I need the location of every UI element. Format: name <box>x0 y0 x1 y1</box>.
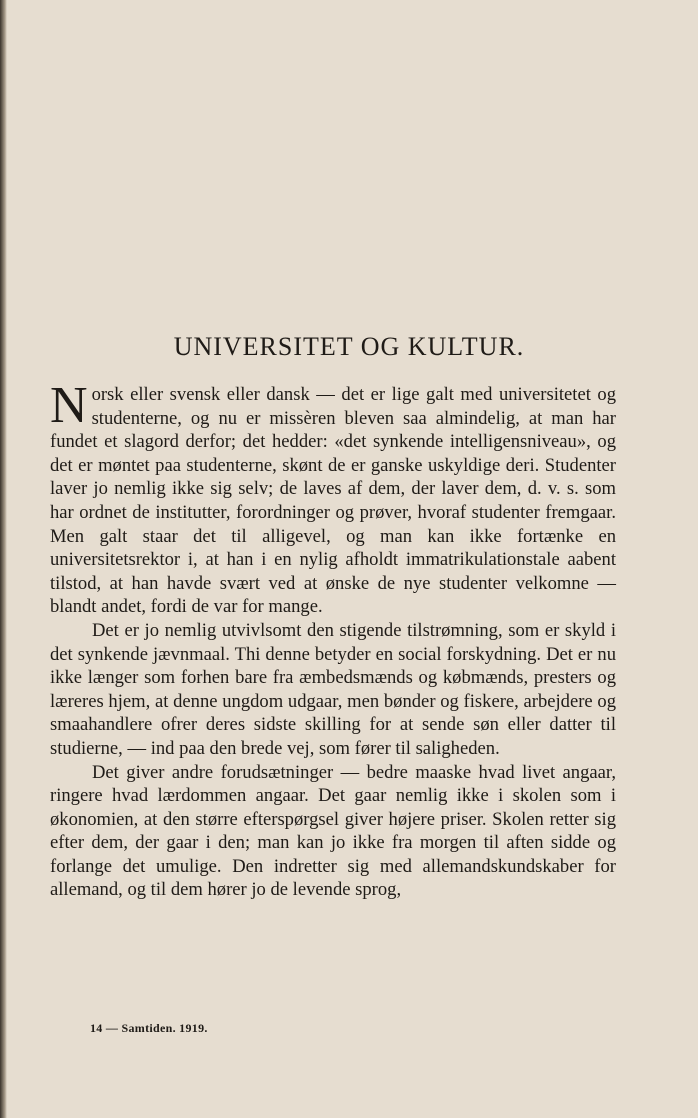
page-title: UNIVERSITET OG KULTUR. <box>173 332 525 361</box>
page-edge <box>0 0 7 1118</box>
paragraph-1-text: orsk eller svensk eller dansk — det er lige galt med universitetet og studenterne, og nu er missèren bleven saa almindelig, at man har fundet et slagord derfor; det hedder: «det synkende intelligensniveau», og det er møntet paa studenterne, skønt de er ganske uskyldige deri. Studenter laver jo nemlig ikke sig selv; de laves af dem, der laver dem, d. v. s. som har ordnet de institutter, forordninger og prøver, hvoraf studenter fremgaar. Men galt staar det til alligevel, og man kan ikke fortænke en universitetsrektor i, at han i en nylig afholdt immatrikulationstale aabent tilstod, at han havde svært ved at ønske de nye studenter velkomne — blandt andet, fordi de var for mange. <box>50 384 616 618</box>
article-body <box>50 377 616 902</box>
paragraph-1 <box>50 377 616 619</box>
page-footer: 14 — Samtiden. 1919. <box>90 1021 208 1035</box>
paragraph-2: Det er jo nemlig utvivlsomt den stigende tilstrømning, som er skyld i det synkende jævnmaal. Thi denne betyder en social forskydning. Det er nu ikke længer som forhen bare fra æmbedsmænds og købmænds, presters og læreres hjem, at denne ungdom udgaar, men bønder og fiskere, arbejdere og smaahandlere ofrer deres sidste skilling for at sende søn eller datter til studierne, — ind paa den brede vej, som fører til saligheden. <box>50 619 616 759</box>
drop-cap: N <box>50 377 88 434</box>
paragraph-3: Det giver andre forudsætninger — bedre maaske hvad livet angaar, ringere hvad lærdommen angaar. Det gaar nemlig ikke i skolen som i økonomien, at den større efterspørgsel giver højere priser. Skolen retter sig efter dem, der gaar i den; man kan jo ikke fra morgen til aften sidde og forlange det umulige. Den indretter sig med allemandskundskaber for allemand, og til dem hører jo de levende sprog, <box>50 761 616 901</box>
